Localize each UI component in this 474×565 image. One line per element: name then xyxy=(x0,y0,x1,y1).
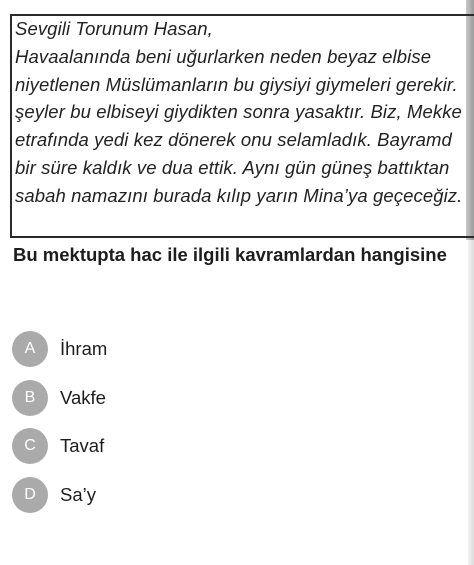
question-text: Bu mektupta hac ile ilgili kavramlardan hangisine xyxy=(13,244,447,265)
option-c[interactable] xyxy=(12,428,312,464)
option-d-label: Sa’y xyxy=(60,484,96,505)
option-b-label: Vakfe xyxy=(60,387,106,408)
page-edge-shadow-lower xyxy=(468,240,474,565)
option-a[interactable] xyxy=(12,331,312,367)
letter-line-1: Havaalanında beni uğurlarken neden beyaz elbise xyxy=(15,46,432,67)
option-b[interactable] xyxy=(12,380,312,416)
letter-line-6: sabah namazını burada kılıp yarın Mina’ya geçeceğiz. xyxy=(15,185,463,206)
letter-box xyxy=(10,14,474,238)
option-b-badge: B xyxy=(12,380,48,416)
letter-line-2: niyetlenen Müslümanların bu giysiyi giymeleri gerekir. xyxy=(15,74,458,95)
option-c-label: Tavaf xyxy=(60,435,105,456)
option-a-badge: A xyxy=(12,331,48,367)
letter-line-4: etrafında yedi kez dönerek onu selamladık. Bayramd xyxy=(15,129,452,150)
option-c-badge: C xyxy=(12,428,48,464)
letter-greeting: Sevgili Torunum Hasan, xyxy=(15,18,213,39)
option-d[interactable] xyxy=(12,477,312,513)
letter-line-5: bir süre kaldık ve dua ettik. Aynı gün güneş battıktan xyxy=(15,157,450,178)
letter-line-3: şeyler bu elbiseyi giydikten sonra yasaktır. Biz, Mekke xyxy=(15,101,462,122)
option-d-badge: D xyxy=(12,477,48,513)
option-a-label: İhram xyxy=(60,338,108,359)
